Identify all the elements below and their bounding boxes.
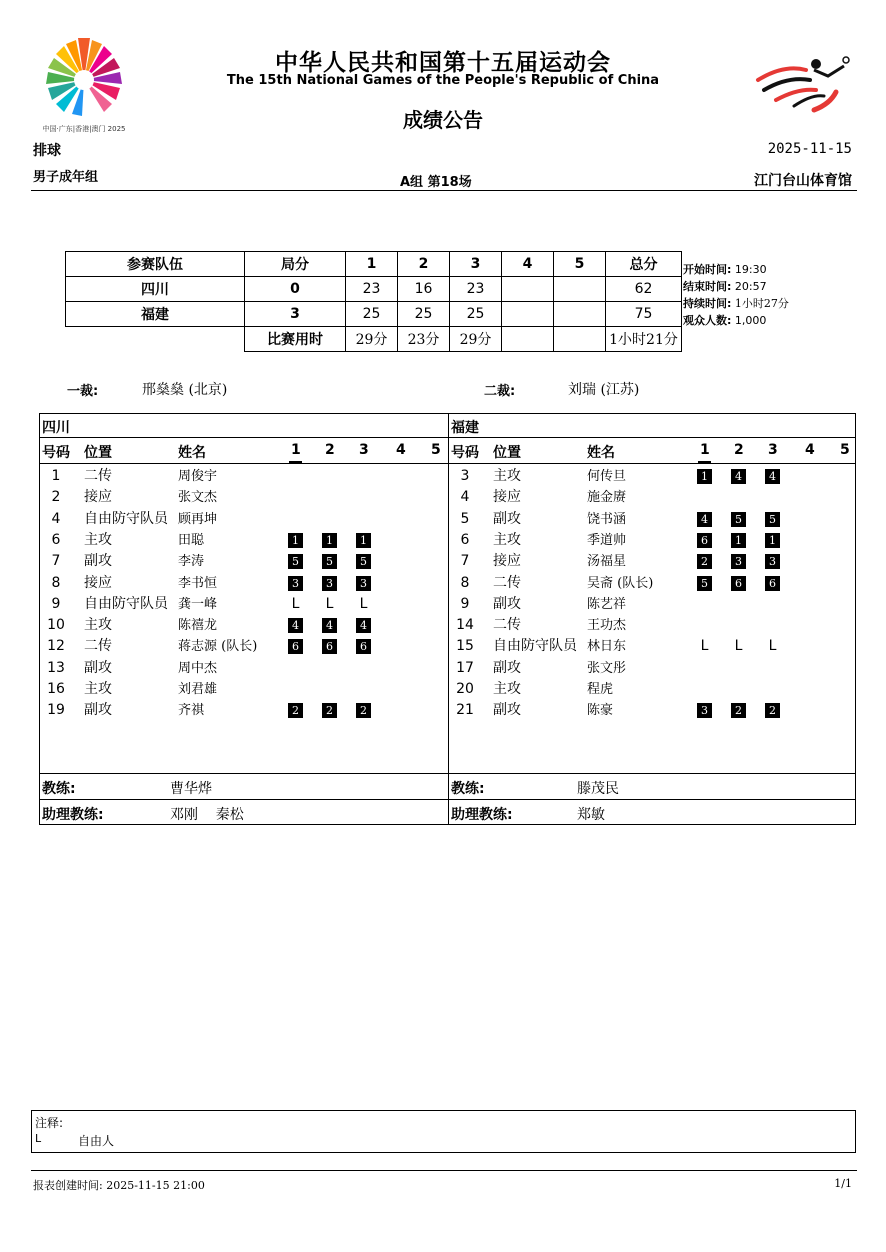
player-number: 17 [456,659,474,676]
starting-position-badge: 4 [322,618,337,633]
roster-header-right [449,442,857,462]
player-row [40,530,448,551]
starting-position-badge: 3 [288,576,303,591]
player-number: 4 [460,489,470,506]
player-name: 刘君雄 [178,682,218,697]
player-position: 接应 [493,553,521,570]
start-time: 19:30 [734,263,767,276]
player-name: 林日东 [587,639,627,655]
roster-col-set-5: 5 [840,442,850,458]
player-row [40,594,448,615]
score-header-row [66,252,682,277]
starting-position-badge: 6 [731,576,746,591]
score-row-team-2 [66,302,682,327]
starting-position-badge: 1 [731,533,746,548]
player-position: 接应 [84,489,112,506]
player-number: 7 [460,553,470,570]
roster-col-set-4: 4 [805,442,815,458]
starting-position-badge: 3 [697,703,712,718]
starting-position-badge: 2 [697,554,712,569]
roster-col-set-2: 2 [734,442,744,458]
notes-box [31,1110,856,1153]
set-duration: 29分 [346,327,398,352]
player-name: 陈豪 [587,703,614,719]
player-position: 主攻 [493,681,521,697]
notes-text: 自由人 [78,1134,115,1148]
player-number: 7 [51,553,61,570]
match-meta [683,261,789,329]
starting-position-badge: 6 [697,533,712,548]
player-number: 20 [456,681,474,697]
player-name: 程虎 [587,682,614,697]
roster-col-name: 姓名 [587,445,615,461]
starting-position-badge: 2 [288,703,303,718]
header-sets: 局分 [245,252,346,277]
player-row [40,615,448,636]
player-number: 3 [460,468,470,484]
player-name: 顾再坤 [178,511,218,527]
player-number: 9 [51,595,61,612]
player-row [449,679,857,700]
starting-position-badge: 6 [288,639,303,654]
set-score: 23 [450,277,502,302]
player-position: 主攻 [84,681,112,697]
duration-value: 1小时27分 [734,297,789,310]
player-row [449,594,857,615]
player-name: 周俊宇 [178,469,218,484]
player-position: 二传 [493,617,521,634]
player-row [449,615,857,636]
starting-position-badge: 5 [765,512,780,527]
total-points: 75 [606,302,682,327]
assist-coach-left: 邓刚 秦松 [170,807,244,823]
player-row [40,551,448,572]
player-row [449,700,857,721]
starting-position-badge: 4 [356,618,371,633]
set-duration: 29分 [450,327,502,352]
sets-won: 3 [245,302,346,327]
player-row [40,658,448,679]
player-row [40,487,448,508]
roster-col-set-3: 3 [768,442,778,458]
player-number: 19 [47,702,65,719]
player-row [449,530,857,551]
starting-position-badge: 5 [697,576,712,591]
player-number: 5 [460,510,470,527]
player-name: 季道帅 [587,532,627,548]
assist-coach-label-right: 助理教练: [451,807,513,823]
roster-col-set-1: 1 [291,442,301,458]
venue-label: 江门台山体育馆 [754,173,852,189]
match-date: 2025-11-15 [767,141,852,157]
page-subtitle: The 15th National Games of the People's Republic of China [226,73,660,88]
set-1-underline [289,461,302,463]
starting-position-badge: 3 [322,576,337,591]
player-row [40,636,448,657]
player-number: 13 [47,659,65,676]
player-position: 二传 [84,638,112,655]
roster-col-num: 号码 [42,445,70,461]
starting-position-badge: 2 [322,703,337,718]
team-name: 四川 [66,277,245,302]
roster-team-name-left: 四川 [42,420,70,436]
player-number: 8 [460,574,470,591]
libero-mark: L [734,638,743,655]
starting-position-badge: 4 [697,512,712,527]
starting-position-badge: 1 [322,533,337,548]
player-number: 4 [51,510,61,527]
player-name: 李涛 [178,554,205,570]
player-position: 副攻 [493,595,521,612]
player-name: 张文彤 [587,660,627,676]
header-set-1: 1 [346,252,398,277]
player-row [449,551,857,572]
player-row [40,679,448,700]
player-name: 汤福星 [587,554,627,570]
roster-col-set-5: 5 [431,442,441,458]
set-score: 23 [346,277,398,302]
starting-position-badge: 2 [731,703,746,718]
starting-position-badge: 6 [765,576,780,591]
player-number: 1 [51,468,61,484]
header-set-5: 5 [554,252,606,277]
player-name: 蒋志源 (队长) [178,639,258,655]
starting-position-badge: 4 [288,618,303,633]
player-position: 副攻 [493,702,521,719]
player-position: 接应 [84,574,112,591]
coach-label-left: 教练: [42,781,76,797]
starting-position-badge: 3 [356,576,371,591]
player-name: 周中杰 [178,660,218,676]
roster-col-pos: 位置 [84,445,112,461]
set-score: 25 [398,302,450,327]
roster-col-set-3: 3 [359,442,369,458]
starting-position-badge: 4 [765,469,780,484]
duration-label: 比赛用时 [245,327,346,352]
libero-mark: L [700,638,709,655]
starting-position-badge: 3 [765,554,780,569]
player-position: 接应 [493,489,521,506]
player-name: 王功杰 [587,618,627,634]
starting-position-badge: 5 [731,512,746,527]
player-number: 15 [456,638,474,655]
header-set-2: 2 [398,252,450,277]
player-position: 副攻 [493,510,521,527]
header-set-4: 4 [502,252,554,277]
end-label: 结束时间: [683,280,732,293]
notes-symbol: L [35,1132,42,1145]
starting-position-badge: 1 [697,469,712,484]
player-position: 副攻 [84,659,112,676]
player-name: 何传旦 [587,469,627,484]
player-name: 齐祺 [178,703,205,719]
second-referee: 刘瑞 (江苏) [568,382,640,398]
header-total: 总分 [606,252,682,277]
player-row [40,509,448,530]
player-name: 施金赓 [587,490,627,506]
total-points: 62 [606,277,682,302]
player-position: 二传 [84,468,112,484]
player-number: 6 [51,531,61,548]
player-number: 6 [460,531,470,548]
player-number: 9 [460,595,470,612]
report-title: 成绩公告 [403,108,483,132]
created-timestamp: 报表创建时间: 2025-11-15 21:00 [33,1179,205,1192]
player-name: 饶书涵 [587,511,627,527]
set-score: 25 [346,302,398,327]
player-position: 主攻 [84,531,112,548]
player-number: 10 [47,617,65,634]
starting-position-badge: 4 [731,469,746,484]
roster-team-name-right: 福建 [451,420,479,436]
starting-position-badge: 6 [322,639,337,654]
libero-mark: L [291,595,300,612]
set-duration [502,327,554,352]
player-position: 自由防守队员 [84,595,168,612]
sport-label: 排球 [33,143,61,159]
logo-caption: 中国·广东|香港|澳门 2025 [42,125,126,133]
player-name: 张文杰 [178,490,218,506]
player-row [449,573,857,594]
team-name: 福建 [66,302,245,327]
player-position: 自由防守队员 [493,638,577,655]
set-score [554,302,606,327]
player-number: 14 [456,617,474,634]
player-number: 2 [51,489,61,506]
attendance-value: 1,000 [734,314,767,327]
player-row [40,573,448,594]
coach-right: 滕茂民 [577,781,619,797]
set-score: 16 [398,277,450,302]
player-position: 二传 [493,574,521,591]
player-position: 副攻 [84,702,112,719]
duration-meta-label: 持续时间: [683,297,732,310]
category-label: 男子成年组 [33,170,99,185]
starting-position-badge: 1 [356,533,371,548]
player-number: 12 [47,638,65,655]
player-name: 龚一峰 [178,596,218,612]
set-score [502,277,554,302]
end-time: 20:57 [734,280,767,293]
total-duration: 1小时21分 [606,327,682,352]
starting-position-badge: 2 [765,703,780,718]
player-position: 主攻 [493,531,521,548]
set-duration: 23分 [398,327,450,352]
roster-col-set-1: 1 [700,442,710,458]
footer-divider [31,1170,857,1171]
player-row [449,636,857,657]
sets-won: 0 [245,277,346,302]
page-number: 1/1 [834,1177,852,1190]
notes-label: 注释: [35,1116,64,1130]
starting-position-badge: 2 [356,703,371,718]
first-referee-label: 一裁: [67,384,99,399]
player-row [449,487,857,508]
score-table [65,251,682,352]
player-position: 主攻 [493,468,521,484]
player-number: 16 [47,681,65,697]
starting-position-badge: 1 [288,533,303,548]
player-row [449,466,857,487]
player-name: 吴斋 (队长) [587,575,654,591]
player-row [40,700,448,721]
set-duration [554,327,606,352]
roster-col-set-2: 2 [325,442,335,458]
player-position: 自由防守队员 [84,510,168,527]
player-number: 21 [456,702,474,719]
starting-position-badge: 3 [731,554,746,569]
player-name: 陈艺祥 [587,596,627,612]
score-row-team-1 [66,277,682,302]
starting-position-badge: 5 [288,554,303,569]
player-number: 8 [51,574,61,591]
starting-position-badge: 5 [322,554,337,569]
assist-coach-right: 郑敏 [577,807,605,823]
player-row [449,509,857,530]
player-position: 副攻 [493,659,521,676]
libero-mark: L [325,595,334,612]
header-set-3: 3 [450,252,502,277]
page-title: 中华人民共和国第十五届运动会 [275,50,611,76]
first-referee: 邢燊燊 (北京) [142,382,228,398]
set-score: 25 [450,302,502,327]
roster-table [39,413,856,825]
second-referee-label: 二裁: [484,384,516,399]
set-score [502,302,554,327]
starting-position-badge: 5 [356,554,371,569]
roster-col-pos: 位置 [493,445,521,461]
match-label: A组 第18场 [400,175,472,190]
header-divider [31,190,857,191]
coach-left: 曹华烨 [170,781,212,797]
coach-label-right: 教练: [451,781,485,797]
roster-col-set-4: 4 [396,442,406,458]
roster-col-num: 号码 [451,445,479,461]
player-name: 田聪 [178,532,205,548]
header-team: 参赛队伍 [66,252,245,277]
starting-position-badge: 6 [356,639,371,654]
player-name: 李书恒 [178,575,218,591]
player-row [40,466,448,487]
start-label: 开始时间: [683,263,732,276]
set-1-underline [698,461,711,463]
player-position: 副攻 [84,553,112,570]
assist-coach-label-left: 助理教练: [42,807,104,823]
player-name: 陈禧龙 [178,618,218,634]
set-score [554,277,606,302]
roster-col-name: 姓名 [178,445,206,461]
roster-header-left [40,442,448,462]
player-row [449,658,857,679]
libero-mark: L [768,638,777,655]
libero-mark: L [359,595,368,612]
player-position: 主攻 [84,617,112,634]
starting-position-badge: 1 [765,533,780,548]
attendance-label: 观众人数: [683,314,732,327]
duration-row [66,327,682,352]
